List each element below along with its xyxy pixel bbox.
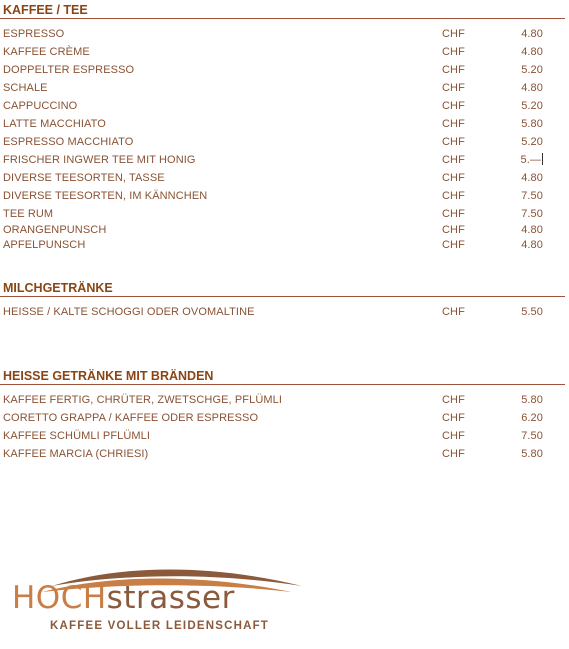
text-cursor xyxy=(542,153,543,165)
menu-row: KAFFEE FERTIG, CHRÜTER, ZWETSCHGE, PFLÜMLI CHF 5.80 xyxy=(3,394,543,406)
menu-row: HEISSE / KALTE SCHOGGI ODER OVOMALTINE CHF 5.50 xyxy=(3,306,543,318)
menu-row: ORANGENPUNSCH CHF 4.80 xyxy=(3,224,543,236)
section-kaffee-tee xyxy=(0,2,565,253)
menu-row: DIVERSE TEESORTEN, TASSE CHF 4.80 xyxy=(3,172,543,184)
price-with-cursor[interactable]: 5.— xyxy=(520,154,541,166)
brand-logo xyxy=(12,562,312,642)
menu-row: DOPPELTER ESPRESSO CHF 5.20 xyxy=(3,64,543,76)
section-title: MILCHGETRÄNKE xyxy=(0,280,565,297)
menu-row: LATTE MACCHIATO CHF 5.80 xyxy=(3,118,543,130)
menu-row: CAPPUCCINO CHF 5.20 xyxy=(3,100,543,112)
menu-row: APFELPUNSCH CHF 4.80 xyxy=(3,239,543,251)
logo-tagline: KAFFEE VOLLER LEIDENSCHAFT xyxy=(50,620,270,632)
menu-list xyxy=(0,391,565,463)
menu-row: KAFFEE CRÈME CHF 4.80 xyxy=(3,46,543,58)
section-title: KAFFEE / TEE xyxy=(0,2,565,19)
menu-row: KAFFEE MARCIA (CHRIESI) CHF 5.80 xyxy=(3,448,543,460)
menu-row: TEE RUM CHF 7.50 xyxy=(3,208,543,220)
section-title: HEISSE GETRÄNKE MIT BRÄNDEN xyxy=(0,368,565,385)
section-milchgetraenke xyxy=(0,280,565,321)
menu-row: ESPRESSO MACCHIATO CHF 5.20 xyxy=(3,136,543,148)
logo-wordmark: HOCHstrasser xyxy=(12,580,235,616)
menu-list xyxy=(0,303,565,321)
menu-list xyxy=(0,25,565,253)
menu-row: KAFFEE SCHÜMLI PFLÜMLI CHF 7.50 xyxy=(3,430,543,442)
menu-row: FRISCHER INGWER TEE MIT HONIG CHF 5.— xyxy=(0,151,565,169)
menu-row: CORETTO GRAPPA / KAFFEE ODER ESPRESSO CHF 6.20 xyxy=(3,412,543,424)
menu-row: DIVERSE TEESORTEN, IM KÄNNCHEN CHF 7.50 xyxy=(3,190,543,202)
menu-row: SCHALE CHF 4.80 xyxy=(3,82,543,94)
menu-row: ESPRESSO CHF 4.80 xyxy=(3,28,543,40)
section-heisse-getraenke-mit-braenden xyxy=(0,368,565,463)
